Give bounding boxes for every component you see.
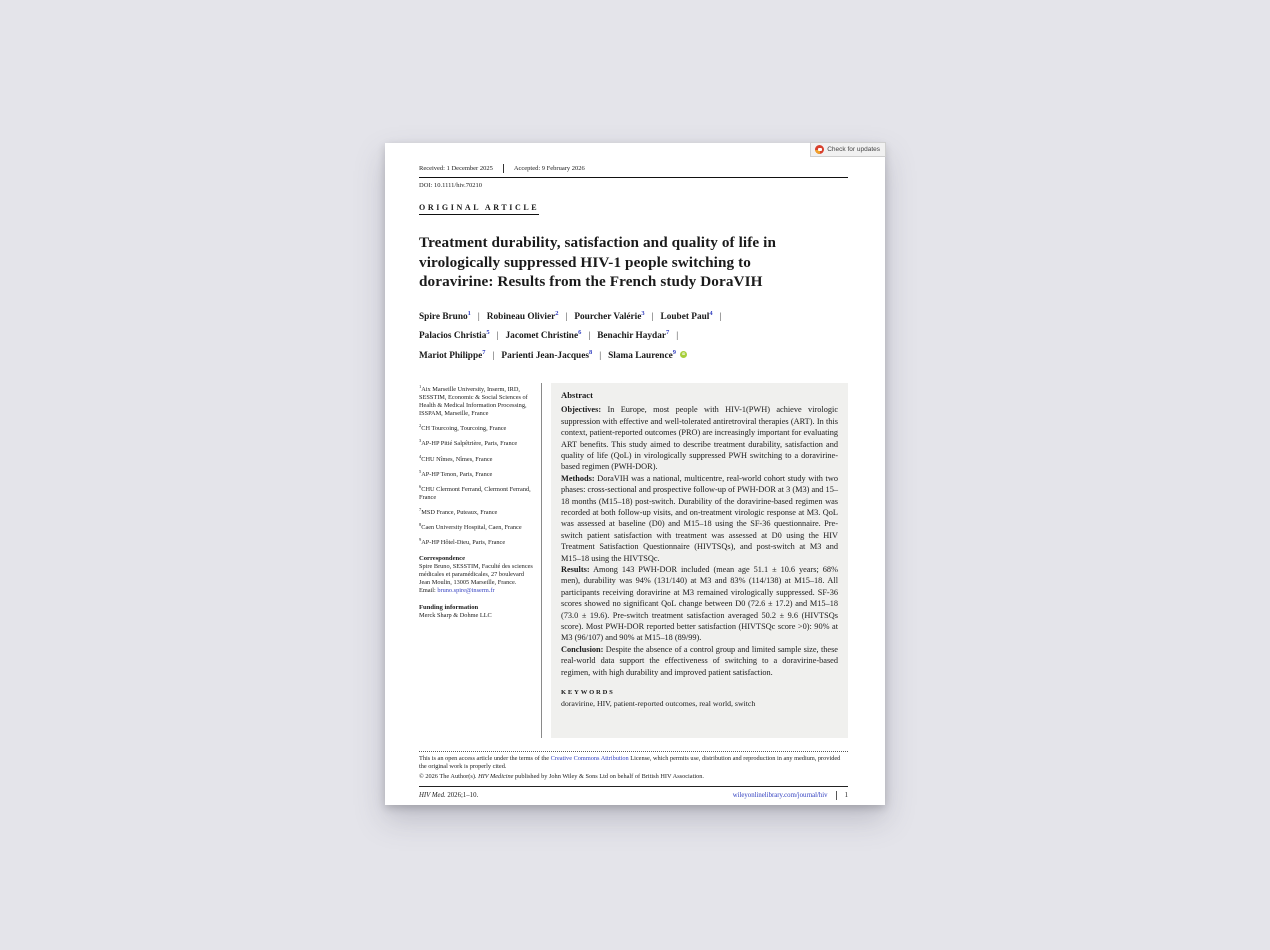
doi: DOI: 10.1111/hiv.70210 — [419, 182, 482, 189]
abstract-results: Results: Among 143 PWH-DOR included (mean age 51.1 ± 10.6 years; 68% men), durability was 94% (131/140) at M3 and 83% (114/138) at M15–18. All participants receiving doravirine at M3 remained virologically suppressed. SF-36 scores showed no significant QoL change between D0 (72.6 ± 17.2) and M15–18 (73.0 ± 19.6). Pre-switch treatment satisfaction averaged 50.2 ± 9.6 (HIVTSQs score). Most PWH-DOR reported better satisfaction (HIVTSQc score >0): 90% at M3 (96/107) and 90% at M15–18 (89/99). — [561, 564, 838, 643]
funding-block — [419, 604, 535, 620]
author-separator: | — [496, 331, 499, 342]
author: Robineau Olivier$^2$ — [486, 309, 559, 322]
crossmark-icon — [815, 145, 824, 154]
check-for-updates-button[interactable] — [810, 142, 886, 157]
journal-website-link[interactable]: wileyonlinelibrary.com/journal/hiv — [732, 792, 828, 800]
abstract-objectives: Objectives: In Europe, most people with HIV-1(PWH) achieve virologic suppression with effective and well-tolerated antiretroviral therapies (ART). In this context, patient-reported outcomes (PRO) are increasingly important for evaluating ART benefits. This study aimed to describe treatment durability, satisfaction and quality of life (QoL) in virologically suppressed PWH switching to a doravirine-based regimen (PWH-DOR). — [561, 405, 838, 472]
dates-divider — [503, 164, 504, 173]
article-title-line: doravirine: Results from the French study DoraVIH — [419, 273, 763, 290]
affiliation: $^5$AP-HP Tenon, Paris, France — [419, 468, 493, 478]
keywords-text: doravirine, HIV, patient-reported outcomes, real world, switch — [561, 699, 756, 709]
check-for-updates-label: Check for updates — [827, 146, 880, 153]
affiliation: $^3$AP-HP Pitié Salpêtrière, Paris, France — [419, 438, 518, 448]
author-affiliation-ref: 9 — [672, 348, 676, 356]
article-type-label: ORIGINAL ARTICLE — [419, 203, 539, 215]
author: Spire Bruno$^1$ — [419, 309, 471, 322]
footer — [419, 791, 848, 800]
two-column-section — [419, 383, 848, 738]
author-affiliation-ref: 5 — [486, 329, 490, 337]
affiliation: $^4$CHU Nîmes, Nîmes, France — [419, 453, 493, 463]
sidebar-column — [419, 383, 541, 738]
affiliation: $^2$CH Tourcoing, Tourcoing, France — [419, 423, 507, 433]
article-title — [419, 233, 848, 292]
abstract-panel — [551, 383, 848, 738]
author: Palacios Christia$^5$ — [419, 329, 490, 342]
author-affiliation-ref: 2 — [555, 309, 559, 317]
author-affiliation-ref: 8 — [588, 348, 593, 356]
correspondence-heading: Correspondence — [419, 555, 466, 563]
affiliation: $^8$Caen University Hospital, Caen, France — [419, 521, 522, 532]
copyright-statement: © 2026 The Author(s). HIV Medicine published by John Wiley & Sons Ltd on behalf of British HIV Association. — [419, 773, 704, 781]
creative-commons-link[interactable]: Creative Commons Attribution — [550, 755, 629, 763]
abstract-heading: Abstract — [561, 390, 593, 401]
author-separator: | — [588, 331, 591, 342]
author-separator: | — [599, 350, 602, 361]
author: Benachir Haydar$^7$ — [597, 329, 670, 342]
abstract-conclusion: Conclusion: Despite the absence of a control group and limited sample size, these real-world data support the effectiveness of switching to a doravirine-based regimen, with high durability and improved patient satisfaction. — [561, 644, 838, 677]
funding-text: Merck Sharp & Dohme LLC — [419, 612, 492, 620]
author-separator: | — [477, 311, 480, 322]
correspondence-block — [419, 555, 535, 595]
footer-rule — [419, 786, 848, 787]
author: Mariot Philippe$^7$ — [419, 348, 486, 361]
journal-page — [385, 143, 885, 805]
author-affiliation-ref: 4 — [709, 309, 713, 317]
author: Pourcher Valérie$^3$ — [574, 309, 645, 322]
author-affiliation-ref: 6 — [578, 329, 582, 337]
author-separator: | — [492, 350, 495, 361]
author-separator: | — [719, 311, 722, 322]
author-affiliation-ref: 7 — [666, 329, 670, 337]
dates-row — [419, 164, 848, 178]
abstract-methods: Methods: DoraVIH was a national, multicentre, real-world cohort study with two phases: cross-sectional and prospective follow-up of PWH-DOR at 3 (M3) and 15–18 months (M15–18) post-switch. Durability of the doravirine-based regimen was recorded at both follow-up visits, and on-treatment virologic response at M3. QoL was assessed at baseline (D0) and M15–18 using the SF-36 questionnaire. Pre-switch patient satisfaction with treatment was assessed at D0 using the HIV Treatment Satisfaction Questionnaire (HIVTSQs), and post-switch at M3 and M15–18 using the HIVTSQc. — [561, 473, 838, 563]
affiliation: $^1$Aix Marseille University, Inserm, IRD, SESSTIM, Economic & Social Sciences of Health & Medical Information Processing, ISSPAM, Marseille, France — [419, 384, 528, 418]
affiliation: $^7$MSD France, Puteaux, France — [419, 506, 498, 516]
keywords-heading: KEYWORDS — [561, 689, 615, 697]
column-divider — [541, 383, 542, 738]
footer-divider — [836, 791, 837, 800]
article-title-line: Treatment durability, satisfaction and quality of life in — [419, 234, 776, 251]
journal-citation: HIV Med. 2026;1–10. — [419, 792, 479, 800]
accepted-date: Accepted: 9 February 2026 — [513, 165, 585, 172]
page-number: 1 — [844, 792, 848, 800]
article-title-line: virologically suppressed HIV-1 people switching to — [419, 253, 751, 271]
open-access-statement: This is an open access article under the terms of the Creative Commons Attribution License, which permits use, distribution and reproduction in any medium, provided the original work is properly cited. — [419, 751, 848, 771]
author-affiliation-ref: 7 — [482, 348, 486, 356]
correspondence-email-line: Email: bruno.spire@inserm.fr — [419, 587, 495, 595]
author: Slama Laurence$^9$ — [608, 348, 676, 361]
author-separator: | — [676, 331, 679, 342]
author-separator: | — [651, 311, 654, 322]
author: Loubet Paul$^4$ — [660, 309, 713, 322]
received-date: Received: 1 December 2025 — [419, 165, 493, 172]
author: Jacomet Christine$^6$ — [505, 329, 582, 342]
email-link[interactable]: bruno.spire@inserm.fr — [437, 587, 495, 595]
correspondence-text: Spire Bruno, SESSTIM, Faculté des sciences médicales et paramédicales, 27 boulevard Jean Moulin, 13005 Marseille, France. — [419, 563, 533, 587]
orcid-icon[interactable] — [680, 351, 687, 358]
affiliation: $^9$AP-HP Hôtel-Dieu, Paris, France — [419, 537, 506, 547]
funding-heading: Funding information — [419, 604, 479, 612]
affiliation: $^6$CHU Clermont Ferrand, Clermont Ferrand, France — [419, 483, 531, 501]
author: Parienti Jean-Jacques$^8$ — [501, 348, 593, 361]
author-list — [419, 306, 848, 365]
author-affiliation-ref: 1 — [467, 309, 471, 317]
author-affiliation-ref: 3 — [641, 309, 645, 317]
author-separator: | — [565, 311, 568, 322]
